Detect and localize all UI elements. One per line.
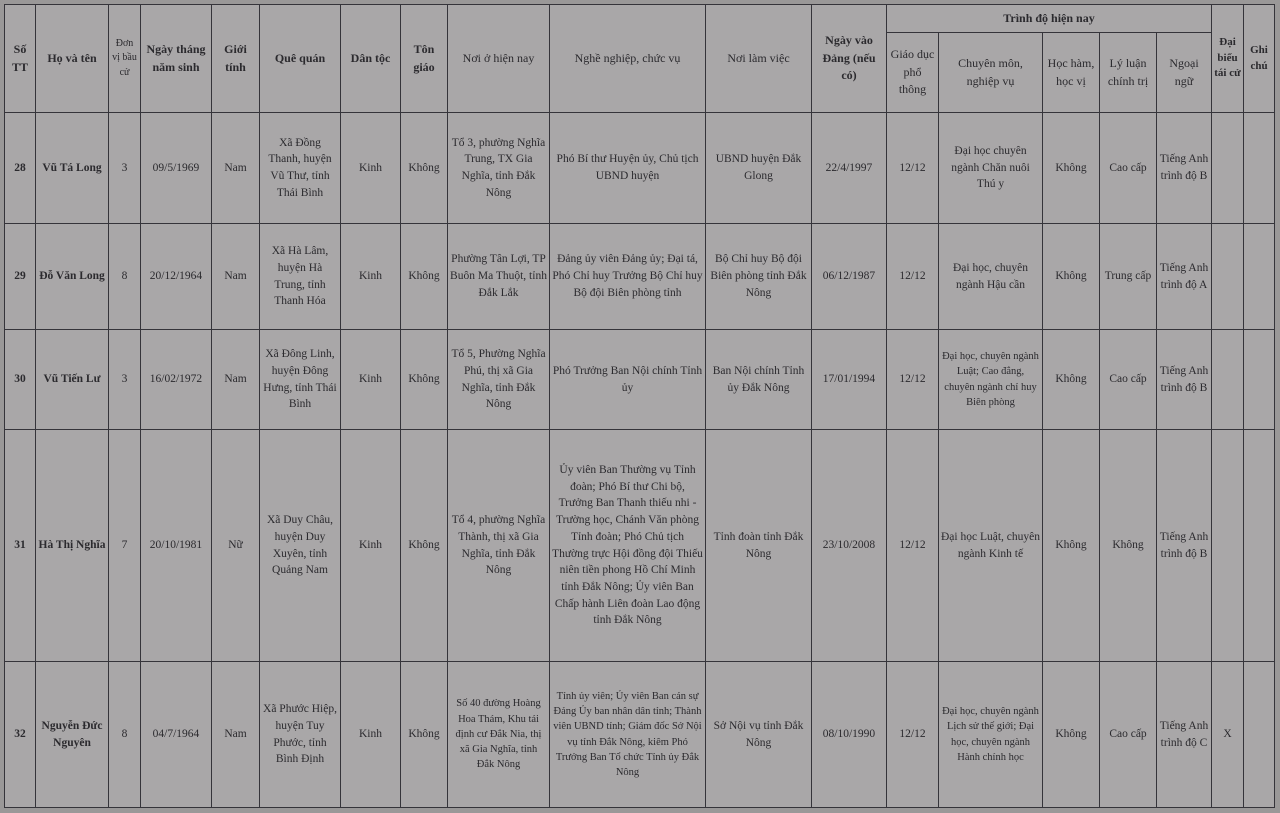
cell-religion: Không	[401, 330, 448, 430]
cell-stt: 32	[5, 662, 36, 808]
table-row	[5, 113, 1275, 224]
cell-residence: Số 40 đường Hoàng Hoa Thám, Khu tái định cư Đắk Nia, thị xã Gia Nghĩa, tỉnh Đắk Nông	[448, 662, 550, 808]
cell-name: Nguyễn Đức Nguyên	[36, 662, 109, 808]
header-language: Ngoại ngữ	[1157, 33, 1212, 113]
cell-workplace: UBND huyện Đắk Glong	[706, 113, 812, 224]
cell-reelect	[1212, 224, 1244, 330]
cell-name: Vũ Tiến Lư	[36, 330, 109, 430]
cell-gender: Nam	[212, 330, 260, 430]
cell-stt: 31	[5, 430, 36, 662]
cell-gender: Nam	[212, 113, 260, 224]
cell-degree: Không	[1043, 113, 1100, 224]
table-row	[5, 330, 1275, 430]
cell-party: 23/10/2008	[812, 430, 887, 662]
cell-degree: Không	[1043, 330, 1100, 430]
header-stt: Số TT	[5, 5, 36, 113]
header-name: Họ và tên	[36, 5, 109, 113]
cell-job: Ủy viên Ban Thường vụ Tỉnh đoàn; Phó Bí thư Chi bộ, Trưởng Ban Thanh thiếu nhi - Trường học, Chánh Văn phòng Tỉnh đoàn; Phó Chủ tịch Thường trực Hội đồng đội Thiếu niên tiền phong Hồ Chí Minh tỉnh Đắk Nông; Ủy viên Ban Chấp hành Liên đoàn Lao động tỉnh Đắk Nông	[550, 430, 706, 662]
cell-job: Tỉnh ủy viên; Ủy viên Ban cán sự Đảng Ủy ban nhân dân tỉnh; Thành viên UBND tỉnh; Giám đốc Sở Nội vụ tỉnh Đắk Nông, kiêm Phó Trưởng Ban Tổ chức Tỉnh ủy Đắk Nông	[550, 662, 706, 808]
cell-hometown: Xã Phước Hiệp, huyện Tuy Phước, tỉnh Bình Định	[260, 662, 341, 808]
header-general: Giáo dục phổ thông	[887, 33, 939, 113]
cell-party: 17/01/1994	[812, 330, 887, 430]
cell-language: Tiếng Anh trình độ C	[1157, 662, 1212, 808]
cell-note	[1244, 113, 1275, 224]
table-row	[5, 430, 1275, 662]
cell-ethnic: Kinh	[341, 113, 401, 224]
cell-name: Hà Thị Nghĩa	[36, 430, 109, 662]
header-row-top	[5, 5, 1275, 33]
cell-specialty: Đại học chuyên ngành Chăn nuôi Thú y	[939, 113, 1043, 224]
cell-language: Tiếng Anh trình độ A	[1157, 224, 1212, 330]
candidate-table	[4, 4, 1275, 808]
cell-general: 12/12	[887, 224, 939, 330]
cell-gender: Nữ	[212, 430, 260, 662]
cell-general: 12/12	[887, 330, 939, 430]
cell-job: Đảng ủy viên Đảng ủy; Đại tá, Phó Chỉ huy Trưởng Bộ Chỉ huy Bộ đội Biên phòng tỉnh	[550, 224, 706, 330]
cell-note	[1244, 430, 1275, 662]
cell-party: 06/12/1987	[812, 224, 887, 330]
cell-reelect	[1212, 430, 1244, 662]
cell-unit: 8	[109, 662, 141, 808]
header-unit: Đơn vị bầu cử	[109, 5, 141, 113]
header-job: Nghề nghiệp, chức vụ	[550, 5, 706, 113]
cell-workplace: Bộ Chỉ huy Bộ đội Biên phòng tỉnh Đắk Nông	[706, 224, 812, 330]
cell-ethnic: Kinh	[341, 662, 401, 808]
header-residence: Nơi ở hiện nay	[448, 5, 550, 113]
cell-general: 12/12	[887, 113, 939, 224]
cell-hometown: Xã Đông Linh, huyện Đông Hưng, tỉnh Thái Bình	[260, 330, 341, 430]
table-row	[5, 224, 1275, 330]
cell-politics: Cao cấp	[1100, 113, 1157, 224]
cell-politics: Cao cấp	[1100, 662, 1157, 808]
cell-degree: Không	[1043, 430, 1100, 662]
header-dob: Ngày tháng năm sinh	[141, 5, 212, 113]
table-body	[5, 113, 1275, 808]
cell-degree: Không	[1043, 662, 1100, 808]
header-gender: Giới tính	[212, 5, 260, 113]
cell-stt: 30	[5, 330, 36, 430]
cell-ethnic: Kinh	[341, 224, 401, 330]
cell-name: Đỗ Văn Long	[36, 224, 109, 330]
cell-hometown: Xã Hà Lâm, huyện Hà Trung, tỉnh Thanh Hóa	[260, 224, 341, 330]
cell-unit: 3	[109, 113, 141, 224]
cell-note	[1244, 224, 1275, 330]
cell-workplace: Tỉnh đoàn tỉnh Đắk Nông	[706, 430, 812, 662]
cell-unit: 8	[109, 224, 141, 330]
cell-job: Phó Trưởng Ban Nội chính Tỉnh ủy	[550, 330, 706, 430]
cell-hometown: Xã Duy Châu, huyện Duy Xuyên, tỉnh Quảng Nam	[260, 430, 341, 662]
cell-ethnic: Kinh	[341, 430, 401, 662]
cell-dob: 20/12/1964	[141, 224, 212, 330]
cell-unit: 7	[109, 430, 141, 662]
cell-gender: Nam	[212, 224, 260, 330]
candidate-table-sheet	[4, 4, 1274, 807]
header-hometown: Quê quán	[260, 5, 341, 113]
cell-note	[1244, 662, 1275, 808]
cell-dob: 09/5/1969	[141, 113, 212, 224]
cell-residence: Tổ 4, phường Nghĩa Thành, thị xã Gia Nghĩa, tỉnh Đắk Nông	[448, 430, 550, 662]
cell-dob: 04/7/1964	[141, 662, 212, 808]
cell-residence: Tổ 5, Phường Nghĩa Phú, thị xã Gia Nghĩa, tỉnh Đắk Nông	[448, 330, 550, 430]
cell-general: 12/12	[887, 662, 939, 808]
cell-workplace: Sở Nội vụ tỉnh Đắk Nông	[706, 662, 812, 808]
cell-name: Vũ Tá Long	[36, 113, 109, 224]
header-politics: Lý luận chính trị	[1100, 33, 1157, 113]
cell-reelect	[1212, 113, 1244, 224]
cell-job: Phó Bí thư Huyện ủy, Chủ tịch UBND huyện	[550, 113, 706, 224]
header-party: Ngày vào Đảng (nếu có)	[812, 5, 887, 113]
header-education-group: Trình độ hiện nay	[887, 5, 1212, 33]
cell-language: Tiếng Anh trình độ B	[1157, 430, 1212, 662]
header-note: Ghi chú	[1244, 5, 1275, 113]
cell-specialty: Đại học, chuyên ngành Lịch sử thế giới; Đại học, chuyên ngành Hành chính học	[939, 662, 1043, 808]
cell-language: Tiếng Anh trình độ B	[1157, 113, 1212, 224]
cell-specialty: Đại học Luật, chuyên ngành Kinh tế	[939, 430, 1043, 662]
cell-language: Tiếng Anh trình độ B	[1157, 330, 1212, 430]
header-ethnic: Dân tộc	[341, 5, 401, 113]
cell-dob: 16/02/1972	[141, 330, 212, 430]
cell-religion: Không	[401, 662, 448, 808]
cell-politics: Trung cấp	[1100, 224, 1157, 330]
table-row	[5, 662, 1275, 808]
header-specialty: Chuyên môn, nghiệp vụ	[939, 33, 1043, 113]
cell-reelect: X	[1212, 662, 1244, 808]
cell-note	[1244, 330, 1275, 430]
cell-stt: 29	[5, 224, 36, 330]
header-degree: Học hàm, học vị	[1043, 33, 1100, 113]
cell-specialty: Đại học, chuyên ngành Luật; Cao đẳng, chuyên ngành chỉ huy Biên phòng	[939, 330, 1043, 430]
cell-degree: Không	[1043, 224, 1100, 330]
cell-general: 12/12	[887, 430, 939, 662]
cell-religion: Không	[401, 430, 448, 662]
cell-politics: Cao cấp	[1100, 330, 1157, 430]
cell-ethnic: Kinh	[341, 330, 401, 430]
header-workplace: Nơi làm việc	[706, 5, 812, 113]
cell-reelect	[1212, 330, 1244, 430]
header-reelect: Đại biểu tái cử	[1212, 5, 1244, 113]
header-religion: Tôn giáo	[401, 5, 448, 113]
cell-religion: Không	[401, 113, 448, 224]
cell-specialty: Đại học, chuyên ngành Hậu cần	[939, 224, 1043, 330]
cell-gender: Nam	[212, 662, 260, 808]
cell-unit: 3	[109, 330, 141, 430]
cell-religion: Không	[401, 224, 448, 330]
cell-dob: 20/10/1981	[141, 430, 212, 662]
cell-politics: Không	[1100, 430, 1157, 662]
cell-residence: Tổ 3, phường Nghĩa Trung, TX Gia Nghĩa, tỉnh Đắk Nông	[448, 113, 550, 224]
cell-hometown: Xã Đồng Thanh, huyện Vũ Thư, tỉnh Thái Bình	[260, 113, 341, 224]
cell-stt: 28	[5, 113, 36, 224]
cell-residence: Phường Tân Lợi, TP Buôn Ma Thuột, tỉnh Đắk Lắk	[448, 224, 550, 330]
cell-party: 08/10/1990	[812, 662, 887, 808]
cell-party: 22/4/1997	[812, 113, 887, 224]
cell-workplace: Ban Nội chính Tỉnh ủy Đắk Nông	[706, 330, 812, 430]
